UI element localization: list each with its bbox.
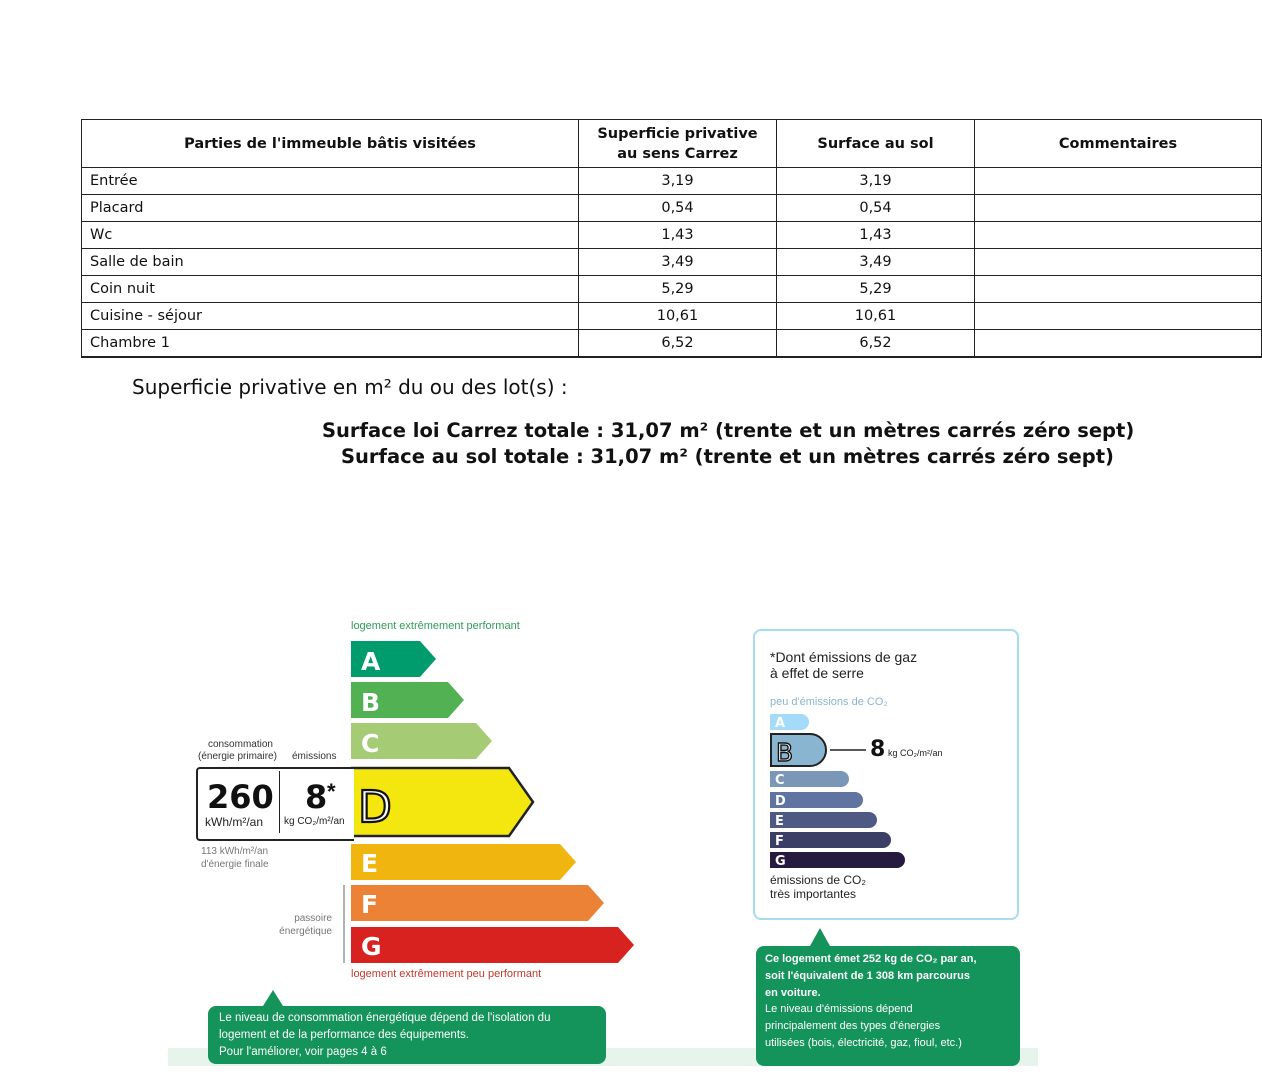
sol-total: Surface au sol totale : 31,07 m² (trente et un mètres carrés zéro sept): [341, 445, 1114, 468]
ges-title-line-1: *Dont émissions de gaz: [770, 649, 918, 665]
cell-carrez: 6,52: [579, 330, 777, 357]
dpe-top-label: logement extrêmement performant: [351, 620, 520, 632]
cell-piece: Salle de bain: [82, 249, 579, 276]
carrez-total: Surface loi Carrez totale : 31,07 m² (trente et un mètres carrés zéro sept): [322, 419, 1135, 442]
cell-sol: 5,29: [777, 276, 975, 303]
header-carrez: Superficie privative au sens Carrez: [579, 120, 777, 168]
consumption-unit: kWh/m²/an: [205, 815, 264, 829]
ges-letter-d: D: [775, 794, 786, 809]
dpe-bubble-line: Le niveau de consommation énergétique dépend de l'isolation du: [219, 1012, 551, 1024]
cell-sol: 6,52: [777, 330, 975, 357]
cell-carrez: 3,49: [579, 249, 777, 276]
final-energy-value: 113 kWh/m²/an: [201, 846, 269, 857]
dpe-letter-a: A: [361, 647, 381, 676]
ges-bar-e: [770, 812, 877, 828]
cell-carrez: 3,19: [579, 168, 777, 195]
cell-piece: Placard: [82, 195, 579, 222]
consumption-subtitle: (énergie primaire): [198, 751, 277, 762]
ges-title-line-2: à effet de serre: [770, 665, 864, 681]
cell-piece: Wc: [82, 222, 579, 249]
header-parties: Parties de l'immeuble bâtis visitées: [82, 120, 579, 168]
emissions-header: émissions: [292, 751, 337, 762]
cell-sol: 0,54: [777, 195, 975, 222]
ges-bubble-line: utilisées (bois, électricité, gaz, fioul, etc.): [765, 1036, 962, 1049]
dpe-bottom-label: logement extrêmement peu performant: [351, 968, 542, 980]
emissions-value: 8: [305, 778, 328, 816]
cell-piece: Coin nuit: [82, 276, 579, 303]
header-commentaires: Commentaires: [975, 120, 1262, 168]
cell-carrez: 1,43: [579, 222, 777, 249]
cell-carrez: 0,54: [579, 195, 777, 222]
ges-letter-g: G: [775, 854, 786, 869]
cell-piece: Entrée: [82, 168, 579, 195]
dpe-letter-c: C: [361, 729, 380, 758]
cell-sol: 10,61: [777, 303, 975, 330]
dpe-bubble-line: Pour l'améliorer, voir pages 4 à 6: [219, 1046, 387, 1058]
ges-value: 8: [870, 737, 886, 762]
summary-label: Superficie privative en m² du ou des lot(s) :: [132, 375, 568, 399]
ges-bubble-line: Ce logement émet 252 kg de CO₂ par an,: [765, 953, 977, 965]
emissions-star: *: [327, 779, 336, 804]
passoire-line-1: passoire: [294, 913, 332, 924]
ges-bubble-line: en voiture.: [765, 986, 821, 999]
cell-sol: 3,19: [777, 168, 975, 195]
ges-bubble-line: soit l'équivalent de 1 308 km parcourus: [765, 969, 970, 982]
ges-letter-e: E: [775, 814, 784, 829]
ges-letter-b: B: [776, 738, 794, 767]
ges-unit: kg CO₂/m²/an: [888, 748, 943, 758]
cell-sol: 1,43: [777, 222, 975, 249]
dpe-letter-b: B: [361, 688, 381, 717]
cell-piece: Chambre 1: [82, 330, 579, 357]
cell-sol: 3,49: [777, 249, 975, 276]
dpe-letter-g: G: [361, 932, 382, 961]
ges-bottom-label: [770, 873, 866, 901]
ges-bar-g: [770, 852, 905, 868]
final-energy-label: d'énergie finale: [201, 859, 269, 870]
consumption-value: 260: [207, 778, 274, 816]
ges-letter-f: F: [775, 834, 784, 849]
ges-bubble-line: Le niveau d'émissions dépend: [765, 1003, 913, 1016]
ges-bottom-line-2: très importantes: [770, 887, 857, 901]
ges-letter-c: C: [775, 773, 785, 788]
ges-letter-a: A: [775, 716, 786, 731]
dpe-bubble-line: logement et de la performance des équipements.: [219, 1029, 469, 1041]
dpe-letter-f: F: [361, 890, 379, 919]
cell-carrez: 5,29: [579, 276, 777, 303]
dpe-letter-d: D: [358, 782, 392, 833]
ges-bar-f: [770, 832, 891, 848]
passoire-line-2: énergétique: [279, 926, 332, 937]
header-sol: Surface au sol: [777, 120, 975, 168]
ges-info-bubble: [756, 946, 1020, 1066]
consumption-title: consommation: [207, 739, 273, 750]
cell-carrez: 10,61: [579, 303, 777, 330]
ges-top-label: peu d'émissions de CO₂: [770, 696, 888, 708]
dpe-letter-e: E: [361, 849, 379, 878]
cell-piece: Cuisine - séjour: [82, 303, 579, 330]
emissions-unit: kg CO₂/m²/an: [284, 816, 345, 827]
ges-bottom-line-1: émissions de CO₂: [770, 873, 867, 887]
ges-bubble-line: principalement des types d'énergies: [765, 1020, 941, 1033]
